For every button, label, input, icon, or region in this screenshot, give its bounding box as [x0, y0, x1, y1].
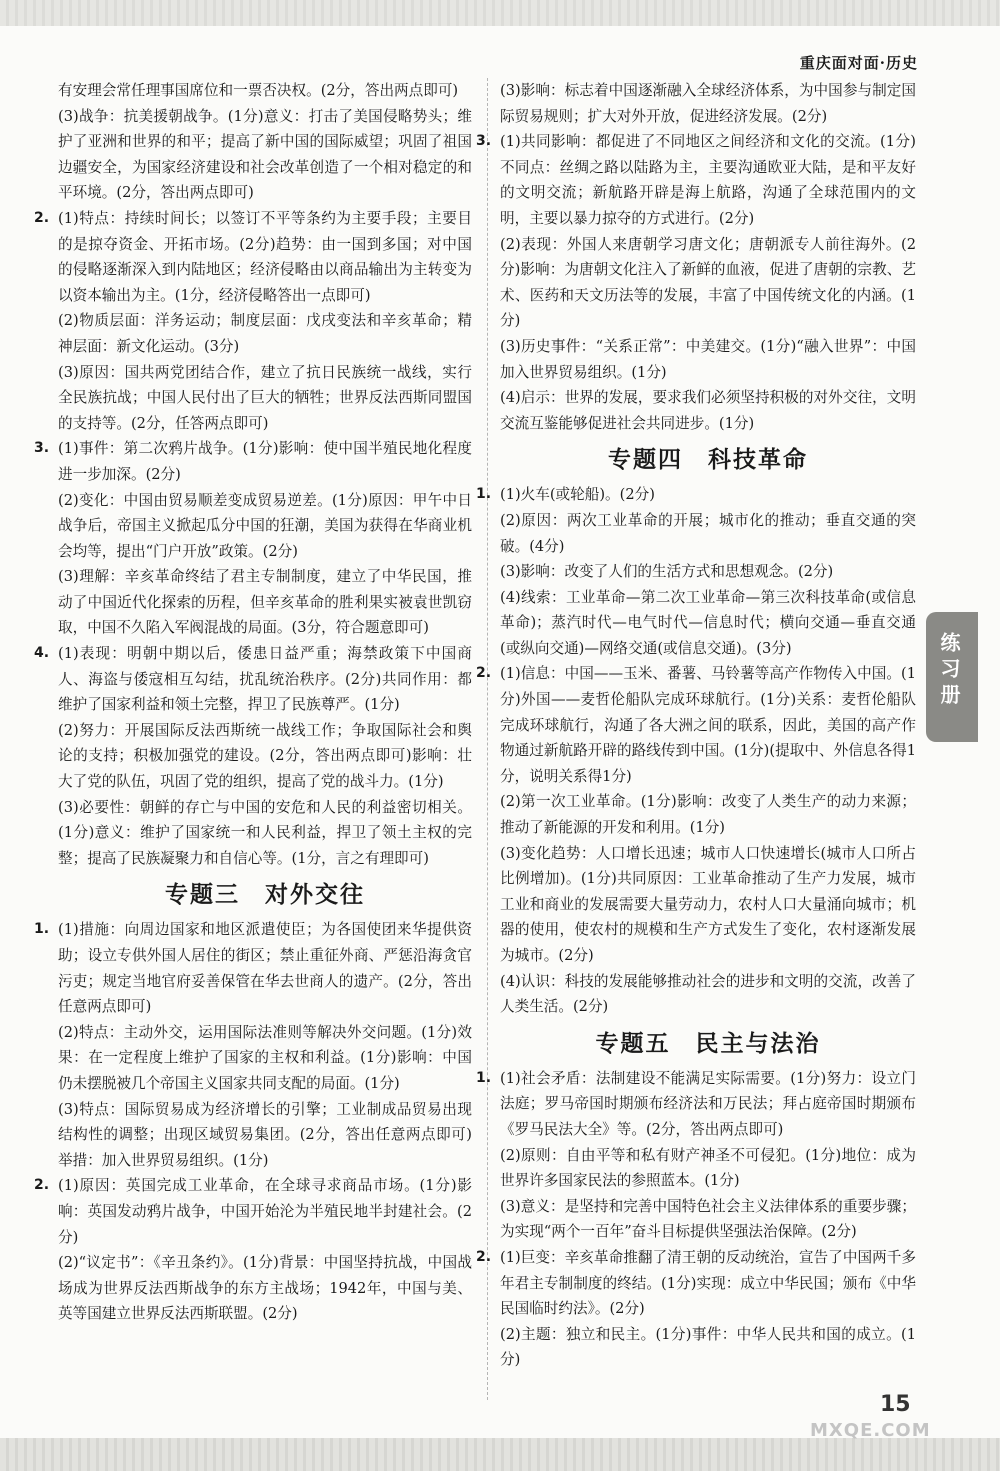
question-2 — [476, 661, 916, 1019]
question-number: 2. — [476, 665, 492, 682]
answer-paragraph: (4)启示：世界的发展，要求我们必须坚持积极的对外交往，文明交流互鉴能够促进社会共同进步。(1分) — [500, 389, 916, 432]
question-1 — [34, 917, 472, 1173]
question-2 — [34, 1173, 472, 1327]
question-1 — [476, 1066, 916, 1245]
watermark-text: MXQE.COM — [810, 1420, 931, 1441]
answer-paragraph: (1)社会矛盾：法制建设不能满足实际需要。(1分)努力：设立门法庭；罗马帝国时期颁布经济法和万民法；拜占庭帝国时期颁布《罗马民法大全》等。(2分，答出两点即可) — [500, 1069, 916, 1138]
answer-paragraph: (1)表现：明朝中期以后，倭患日益严重；海禁政策下中国商人、海盗与倭寇相互勾结，扰乱统治秩序。(2分)共同作用：都维护了国家利益和领土完整，捍卫了民族尊严。(1分) — [58, 645, 472, 714]
running-header: 重庆面对面·历史 — [799, 54, 918, 72]
answer-paragraph: (1)信息：中国——玉米、番薯、马铃薯等高产作物传入中国。(1分)外国——麦哲伦船队完成环球航行。(1分)关系：麦哲伦船队完成环球航行，沟通了各大洲之间的联系，因此，美国的高产作物通过新航路开辟的路线传到中国。(1分)(提取中、外信息各得1分，说明关系得1分) — [500, 665, 916, 785]
answer-paragraph: (2)主题：独立和民主。(1分)事件：中华人民共和国的成立。(1分) — [500, 1325, 916, 1369]
question-3 — [34, 436, 472, 641]
side-tab-label: 练习册 — [937, 632, 961, 710]
answer-paragraph: (1)原因：英国完成工业革命，在全球寻求商品市场。(1分)影响：英国发动鸦片战争，中国开始沦为半殖民地半封建社会。(2分) — [58, 1177, 472, 1246]
workbook-side-tab — [926, 612, 978, 742]
answer-paragraph: (3)影响：改变了人们的生活方式和思想观念。(2分) — [500, 563, 834, 581]
answer-paragraph: (2)表现：外国人来唐朝学习唐文化；唐朝派专人前往海外。(2分)影响：为唐朝文化注入了新鲜的血液，促进了唐朝的宗教、艺术、医药和天文历法等的发展，丰富了中国传统文化的内涵。(1分) — [500, 235, 916, 330]
answer-paragraph: 有安理会常任理事国席位和一票否决权。(2分，答出两点即可) — [58, 82, 459, 99]
question-number: 3. — [34, 440, 50, 457]
question-number: 2. — [34, 209, 50, 226]
question-number: 1. — [34, 921, 50, 938]
answer-paragraph: (3)理解：辛亥革命终结了君主专制制度，建立了中华民国，推动了中国近代化探索的历程，但辛亥革命的胜利果实被袁世凯窃取，中国不久陷入军阀混战的局面。(3分，符合题意即可) — [58, 568, 472, 637]
answer-paragraph: (2)“议定书”：《辛丑条约》。(1分)背景：中国坚持抗战，中国战场成为世界反法西斯战争的东方主战场；1942年，中国与美、英等国建立世界反法西斯联盟。(2分) — [58, 1254, 472, 1323]
answer-paragraph: (3)必要性：朝鲜的存亡与中国的安危和人民的利益密切相关。(1分)意义：维护了国家统一和人民利益，捍卫了领土主权的完整；提高了民族凝聚力和自信心等。(1分，言之有理即可) — [58, 798, 472, 867]
answer-paragraph: (3)历史事件：“关系正常”：中美建交。(1分)“融入世界”：中国加入世界贸易组织。(1分) — [500, 337, 916, 381]
answer-paragraph: (2)原则：自由平等和私有财产神圣不可侵犯。(1分)地位：成为世界许多国家民法的参照蓝本。(1分) — [500, 1146, 916, 1190]
question-4 — [34, 641, 472, 871]
right-column — [476, 78, 916, 1373]
question-2 — [476, 1245, 916, 1373]
question-number: 1. — [476, 486, 492, 503]
answer-paragraph: (2)第一次工业革命。(1分)影响：改变了人类生产的动力来源；推动了新能源的开发和利用。(1分) — [500, 793, 916, 837]
answer-paragraph: (3)原因：国共两党团结合作，建立了抗日民族统一战线，实行全民族抗战；中国人民付出了巨大的牺牲；世界反法西斯同盟国的支持等。(2分，任答两点即可) — [58, 363, 472, 432]
left-column — [34, 78, 472, 1327]
answer-paragraph: (4)线索：工业革命—第二次工业革命—第三次科技革命(或信息革命)；蒸汽时代—电气时代—信息时代；横向交通—垂直交通(或纵向交通)—网络交通(或信息交通)。(3分) — [500, 588, 916, 657]
answer-paragraph: (2)变化：中国由贸易顺差变成贸易逆差。(1分)原因：甲午中日战争后，帝国主义掀起瓜分中国的狂潮，美国为获得在华商业机会均等，提出“门户开放”政策。(2分) — [58, 491, 472, 560]
question-number: 4. — [34, 645, 50, 662]
section-title: 专题三 对外交往 — [165, 882, 365, 909]
bottom-scan-band — [0, 1438, 1000, 1471]
question-number: 3. — [476, 133, 492, 150]
answer-paragraph: (3)意义：是坚持和完善中国特色社会主义法律体系的重要步骤；为实现“两个一百年”奋斗目标提供坚强法治保障。(2分) — [500, 1197, 916, 1241]
page-number: 15 — [880, 1392, 911, 1417]
answer-paragraph: (1)特点：持续时间长；以签订不平等条约为主要手段；主要目的是掠夺资金、开拓市场。(2分)趋势：由一国到多国；对中国的侵略逐渐深入到内陆地区；经济侵略由以商品输出为主转变为以资本输出为主。(1分，经济侵略答出一点即可) — [58, 209, 472, 304]
question-number: 2. — [476, 1248, 492, 1265]
answer-paragraph: (1)共同影响：都促进了不同地区之间经济和文化的交流。(1分)不同点：丝绸之路以陆路为主，主要沟通欧亚大陆，是和平友好的文明交流；新航路开辟是海上航路，沟通了全球范围内的文明，主要以暴力掠夺的方式进行。(2分) — [500, 133, 916, 227]
question-3 — [476, 129, 916, 436]
answer-paragraph: (2)特点：主动外交，运用国际法准则等解决外交问题。(1分)效果：在一定程度上维护了国家的主权和利益。(1分)影响：中国仍未摆脱被几个帝国主义国家共同支配的局面。(1分) — [58, 1023, 472, 1092]
answer-paragraph: (3)影响：标志着中国逐渐融入全球经济体系，为中国参与制定国际贸易规则；扩大对外开放，促进经济发展。(2分) — [500, 82, 916, 125]
answer-paragraph: (2)物质层面：洋务运动；制度层面：戊戌变法和辛亥革命；精神层面：新文化运动。(3分) — [58, 312, 472, 355]
answer-paragraph: (3)战争：抗美援朝战争。(1分)意义：打击了美国侵略势头；维护了亚洲和世界的和平；提高了新中国的国际威望；巩固了祖国边疆安全，为国家经济建设和社会改革创造了一个相对稳定的和平环境。(2分，答出两点即可) — [58, 107, 472, 202]
question-number: 2. — [34, 1177, 50, 1194]
section-title: 专题四 科技革命 — [608, 447, 808, 474]
question-1 — [476, 482, 916, 661]
section-title: 专题五 民主与法治 — [595, 1030, 821, 1057]
answer-paragraph: (3)变化趋势：人口增长迅速；城市人口快速增长(城市人口所占比例增加)。(1分)共同原因：工业革命推动了生产力发展，城市工业和商业的发展需要大量劳动力，农村人口大量涌向城市；机器的使用，使农村的规模和生产方式发生了变化，农村逐渐发展为城市。(2分) — [500, 844, 916, 964]
answer-paragraph: (1)事件：第二次鸦片战争。(1分)影响：使中国半殖民地化程度进一步加深。(2分) — [58, 440, 472, 483]
column-divider — [487, 78, 488, 1400]
answer-paragraph: (2)原因：两次工业革命的开展；城市化的推动；垂直交通的突破。(4分) — [500, 511, 916, 555]
top-scan-band — [0, 0, 1000, 26]
answer-paragraph: (1)措施：向周边国家和地区派遣使臣；为各国使团来华提供资助；设立专供外国人居住的街区；禁止重征外商、严惩沿海贪官污吏；规定当地官府妥善保管在华去世商人的遗产。(2分，答出任意两点即可) — [58, 921, 472, 1016]
answer-paragraph: (1)巨变：辛亥革命推翻了清王朝的反动统治，宣告了中国两千多年君主专制制度的终结。(1分)实现：成立中华民国；颁布《中华民国临时约法》。(2分) — [500, 1248, 916, 1318]
answer-paragraph: (2)努力：开展国际反法西斯统一战线工作；争取国际社会和舆论的支持；积极加强党的建设。(2分，答出两点即可)影响：壮大了党的队伍，巩固了党的组织，提高了党的战斗力。(1分) — [58, 721, 472, 791]
question-number: 1. — [476, 1069, 492, 1086]
answer-paragraph: (4)认识：科技的发展能够推动社会的进步和文明的交流，改善了人类生活。(2分) — [500, 972, 916, 1016]
answer-paragraph: (1)火车(或轮船)。(2分) — [500, 486, 655, 504]
question-2 — [34, 206, 472, 436]
answer-paragraph: (3)特点：国际贸易成为经济增长的引擎；工业制成品贸易出现结构性的调整；出现区域贸易集团。(2分，答出任意两点即可)举措：加入世界贸易组织。(1分) — [58, 1100, 472, 1169]
